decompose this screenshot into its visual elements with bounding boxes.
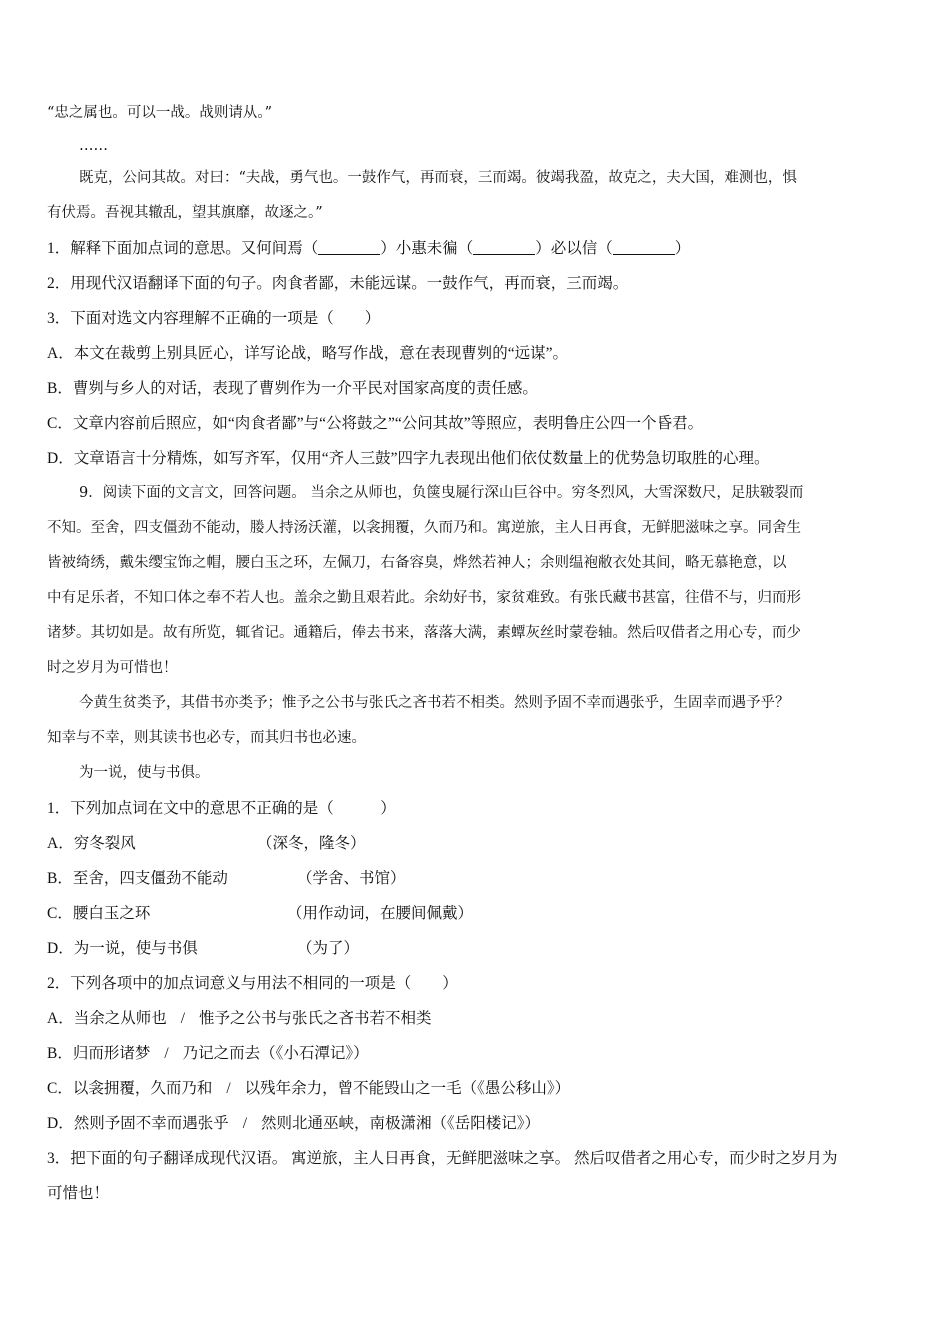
- passage1-para-b: 有伏焉。吾视其辙乱，望其旗靡，故逐之。”: [47, 205, 323, 221]
- qq1-option-c: [47, 896, 907, 931]
- passage2-line2: 不知。至舍，四支僵劲不能动，媵人持汤沃灌，以衾拥覆，久而乃和。寓逆旅，主人日再食，无鲜肥滋味之享。同舍生: [47, 520, 801, 536]
- document-page: [47, 96, 907, 1211]
- qq2-option-c: [47, 1071, 907, 1106]
- answer-blank-2[interactable]: [473, 240, 535, 255]
- qq2-option-d-left: D．然则予固不幸而遇张乎: [47, 1115, 229, 1132]
- passage2-line7: 今黄生贫类予，其借书亦类予；惟予之公书与张氏之吝书若不相类。然则予固不幸而遇张乎，生固幸而遇予乎？: [79, 695, 790, 711]
- qq1-option-d: [47, 931, 907, 966]
- qq2-option-b-right: 乃记之而去（《小石潭记》）: [182, 1045, 369, 1062]
- question-1-mid2: ）必以信（: [535, 240, 613, 257]
- separator: /: [164, 1045, 169, 1062]
- qq1-option-b-gloss: （学舍、书馆）: [297, 870, 406, 887]
- question-1: [47, 231, 907, 266]
- question-2: 2．用现代汉语翻译下面的句子。肉食者鄙，未能远谋。一鼓作气，再而衰，三而竭。: [47, 275, 629, 292]
- passage1-line1: “忠之属也。可以一战。战则请从。”: [47, 105, 273, 121]
- passage1-ellipsis: ……: [79, 138, 108, 154]
- separator: /: [242, 1115, 248, 1132]
- question-1-mid1: ）小惠未徧（: [380, 240, 474, 257]
- question-3-option-c: C．文章内容前后照应，如“肉食者鄙”与“公将鼓之”“公问其故”等照应，表明鲁庄公四一个昏君。: [47, 415, 704, 432]
- question-3-option-a: A．本文在裁剪上别具匠心，详写论战，略写作战，意在表现曹刿的“远谋”。: [47, 345, 568, 362]
- qq1-option-b: [47, 861, 907, 896]
- qq1-option-a-text: A．穷冬裂风: [47, 835, 136, 852]
- qq1-stem: 1．下列加点词在文中的意思不正确的是（ ）: [47, 800, 396, 817]
- qq1-option-a: [47, 826, 907, 861]
- qq2-option-a: [47, 1001, 907, 1036]
- qq2-option-b: [47, 1036, 907, 1071]
- question-1-prefix: 1．解释下面加点词的意思。又何间焉（: [47, 240, 319, 257]
- qq1-option-c-text: C．腰白玉之环: [47, 905, 151, 922]
- qq2-option-a-right: 惟予之公书与张氏之吝书若不相类: [199, 1010, 432, 1027]
- qq1-option-b-text: B．至舍，四支僵劲不能动: [47, 870, 228, 887]
- passage2-line9: 为一说，使与书俱。: [79, 765, 210, 781]
- qq2-option-d: [47, 1106, 907, 1141]
- separator: /: [180, 1010, 186, 1027]
- qq3-line1: 3．把下面的句子翻译成现代汉语。 寓逆旅，主人日再食，无鲜肥滋味之享。 然后叹借者之用心专，而少时之岁月为: [47, 1150, 838, 1167]
- passage2-line5: 诸梦。其切如是。故有所览，辄省记。通籍后，俸去书来，落落大满，素蟫灰丝时蒙卷轴。然后叹借者之用心专，而少: [47, 625, 801, 641]
- qq1-option-c-gloss: （用作动词，在腰间佩戴）: [287, 905, 474, 922]
- qq2-option-a-left: A．当余之从师也: [47, 1010, 167, 1027]
- qq2-stem: 2．下列各项中的加点词意义与用法不相同的一项是（ ）: [47, 975, 458, 992]
- passage2-line1: 9．阅读下面的文言文，回答问题。 当余之从师也，负箧曳屣行深山巨谷中。穷冬烈风，大雪深数尺，足肤皲裂而: [79, 485, 804, 501]
- question-1-suffix: ）: [674, 240, 691, 257]
- qq2-option-b-left: B．归而形诸梦: [47, 1045, 151, 1062]
- qq2-option-c-right: 以残年余力，曾不能毁山之一毛（《愚公移山》）: [244, 1080, 571, 1097]
- answer-blank-1[interactable]: [318, 240, 380, 255]
- question-3-stem: 3．下面对选文内容理解不正确的一项是（ ）: [47, 310, 381, 327]
- passage2-line8: 知幸与不幸，则其读书也必专，而其归书也必速。: [47, 730, 366, 746]
- qq2-option-c-left: C．以衾拥覆，久而乃和: [47, 1080, 213, 1097]
- qq1-option-d-text: D．为一说，使与书俱: [47, 940, 198, 957]
- passage2-line3: 皆被绮绣，戴朱缨宝饰之帽，腰白玉之环，左佩刀，右备容臭，烨然若神人；余则缊袍敝衣处其间，略无慕艳意，以: [47, 555, 787, 571]
- answer-blank-3[interactable]: [613, 240, 675, 255]
- passage2-line6: 时之岁月为可惜也！: [47, 660, 178, 676]
- qq1-option-d-gloss: （为了）: [297, 940, 360, 957]
- qq1-option-a-gloss: （深冬，隆冬）: [257, 835, 366, 852]
- qq3-line2: 可惜也！: [47, 1185, 110, 1202]
- passage2-line4: 中有足乐者，不知口体之奉不若人也。盖余之勤且艰若此。余幼好书，家贫难致。有张氏藏书甚富，往借不与，归而形: [47, 590, 801, 606]
- question-3-option-d: D．文章语言十分精炼，如写齐军，仅用“齐人三鼓”四字九表现出他们依仗数量上的优势急切取胜的心理。: [47, 450, 770, 467]
- question-3-option-b: B．曹刿与乡人的对话，表现了曹刿作为一介平民对国家高度的责任感。: [47, 380, 538, 397]
- qq2-option-d-right: 然则北通巫峡，南极潇湘（《岳阳楼记》）: [261, 1115, 541, 1132]
- separator: /: [226, 1080, 231, 1097]
- passage1-para-a: 既克，公问其故。对曰：“夫战，勇气也。一鼓作气，再而衰，三而竭。彼竭我盈，故克之，夫大国，难测也，惧: [79, 170, 797, 186]
